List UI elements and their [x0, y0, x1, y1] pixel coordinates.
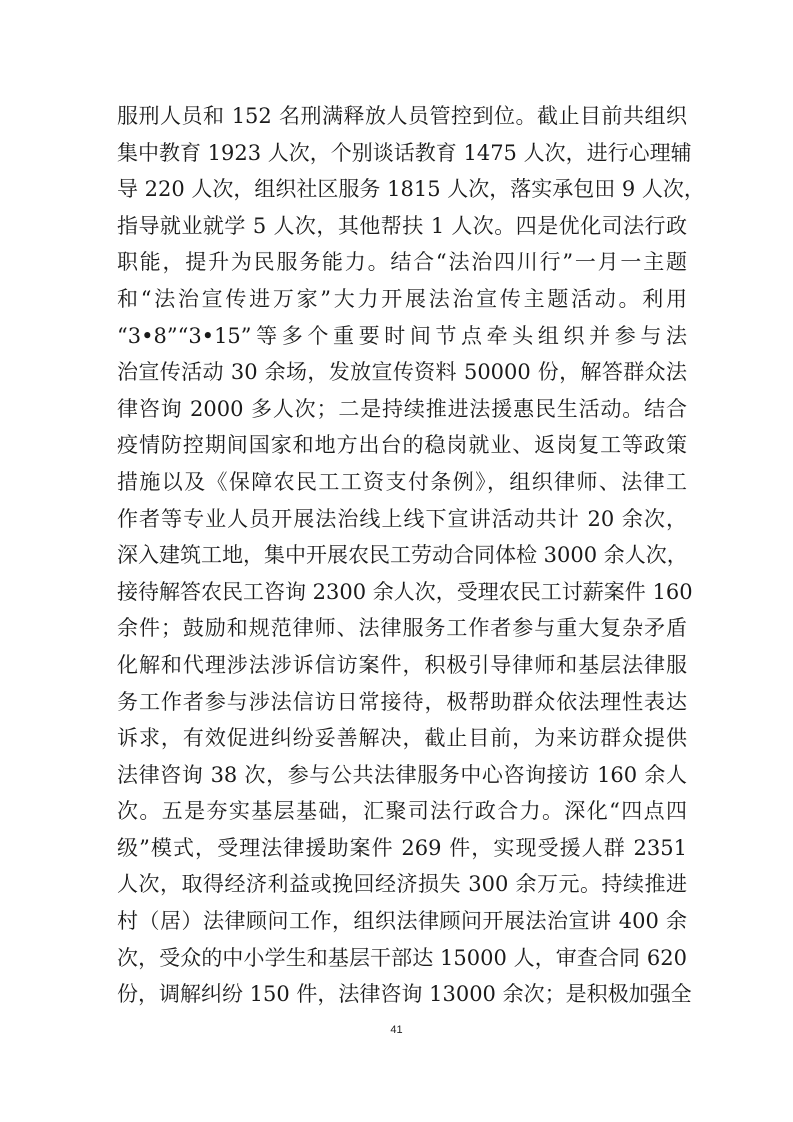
text-line: 化解和代理涉法涉诉信访案件，积极引导律师和基层法律服 [117, 652, 687, 677]
body-text [117, 98, 705, 1013]
text-line: 作者等专业人员开展法治线上线下宣讲活动共计 20 余次， [117, 506, 687, 531]
text-line: 疫情防控期间国家和地方出台的稳岗就业、返岗复工等政策 [117, 433, 687, 458]
text-line: 务工作者参与涉法信访日常接待，极帮助群众依法理性表达 [117, 689, 687, 714]
text-line: 份，调解纠纷 150 件，法律咨询 13000 余次；是积极加强全 [117, 982, 692, 1007]
text-line: 次，受众的中小学生和基层干部达 15000 人，审查合同 620 [117, 945, 687, 970]
text-line: 和“法治宣传进万家”大力开展法治宣传主题活动。利用 [117, 286, 687, 311]
text-line: 措施以及《保障农民工工资支付条例》，组织律师、法律工 [117, 469, 687, 494]
text-line: “3•8”“3•15”等多个重要时间节点牵头组织并参与法 [117, 323, 687, 348]
text-line: 村（居）法律顾问工作，组织法律顾问开展法治宣讲 400 余 [117, 909, 687, 934]
text-line: 法律咨询 38 次，参与公共法律服务中心咨询接访 160 余人 [117, 762, 687, 787]
text-line: 服刑人员和 152 名刑满释放人员管控到位。截止目前共组织 [117, 104, 687, 128]
text-line: 深入建筑工地，集中开展农民工劳动合同体检 3000 余人次， [117, 543, 688, 568]
text-line: 余件；鼓励和规范律师、法律服务工作者参与重大复杂矛盾 [117, 616, 687, 641]
text-line: 律咨询 2000 多人次；二是持续推进法援惠民生活动。结合 [117, 396, 687, 421]
page-number: 41 [390, 1024, 403, 1036]
text-line: 治宣传活动 30 余场，发放宣传资料 50000 份，解答群众法 [117, 360, 687, 385]
text-line: 集中教育 1923 人次，个别谈话教育 1475 人次，进行心理辅 [117, 140, 692, 165]
text-line: 次。五是夯实基层基础，汇聚司法行政合力。深化“四点四 [117, 799, 687, 824]
text-line: 人次，取得经济利益或挽回经济损失 300 余万元。持续推进 [117, 872, 687, 897]
text-line: 诉求，有效促进纠纷妥善解决，截止目前，为来访群众提供 [117, 726, 687, 751]
text-line: 接待解答农民工咨询 2300 余人次，受理农民工讨薪案件 160 [117, 579, 693, 604]
text-line: 级”模式，受理法律援助案件 269 件，实现受援人群 2351 [117, 835, 687, 860]
text-line: 导 220 人次，组织社区服务 1815 人次，落实承包田 9 人次， [117, 177, 705, 202]
text-line: 指导就业就学 5 人次，其他帮扶 1 人次。四是优化司法行政 [117, 213, 687, 238]
text-line: 职能，提升为民服务能力。结合“法治四川行”一月一主题 [117, 250, 687, 275]
